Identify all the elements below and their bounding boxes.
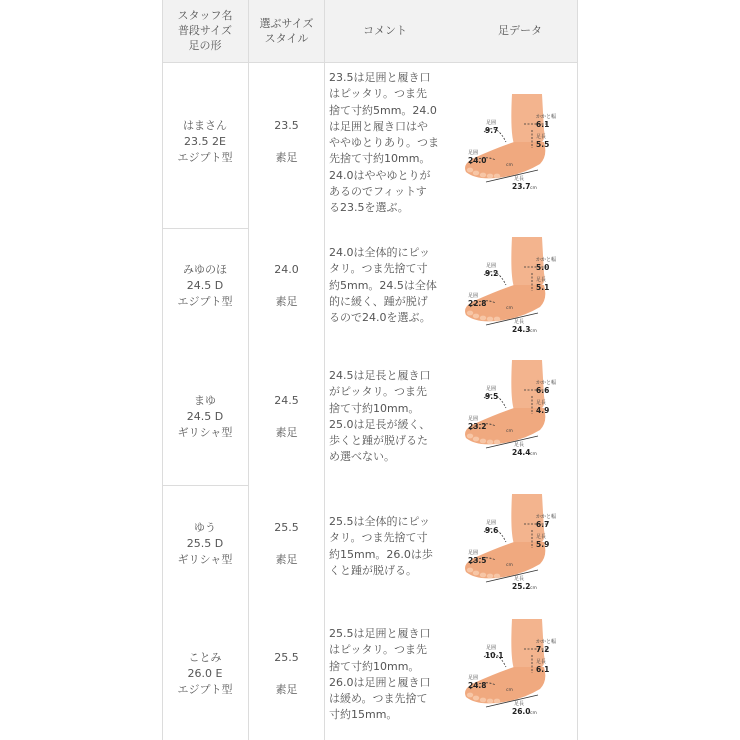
header-style: スタイル	[264, 32, 309, 45]
girth-label: 足囲	[468, 150, 479, 156]
toe-shape	[487, 574, 493, 579]
instep-value: 9.7	[485, 126, 499, 135]
toe-shape	[480, 573, 486, 578]
length-value: 23.7	[512, 182, 531, 191]
girth-unit: cm	[506, 163, 513, 168]
toe-shape	[473, 171, 479, 176]
size-cell: 25.5	[274, 651, 299, 664]
length-label: 足長	[514, 176, 525, 182]
girth-label: 足囲	[468, 293, 479, 299]
girth-value: 24.8	[468, 681, 487, 690]
column-divider	[324, 0, 325, 740]
toe-shape	[494, 440, 500, 445]
staff-cell: はまさん 23.5 2E エジプト型	[177, 119, 233, 164]
heel-label: かかと幅	[536, 514, 557, 520]
row-divider	[162, 62, 578, 63]
toe-shape	[494, 699, 500, 704]
heel-label: かかと幅	[536, 639, 557, 645]
foot-diagram	[456, 235, 576, 335]
staff-cell: ゆう 25.5 D ギリシャ型	[177, 521, 233, 566]
instep-value: 9.5	[485, 392, 499, 401]
foot-diagram	[456, 617, 576, 717]
size-comparison-table	[162, 0, 578, 740]
toe-shape	[494, 174, 500, 179]
header-chosen-size: 選ぶサイズ	[259, 17, 314, 30]
size-cell: 23.5	[274, 119, 299, 132]
header-size	[249, 16, 324, 46]
instep-label: 足囲	[486, 386, 497, 392]
width-value: 5.9	[536, 540, 550, 549]
size-cell: 24.0	[274, 263, 299, 276]
staff-cell: みゆのほ 24.5 D エジプト型	[177, 263, 233, 308]
style-cell: 素足	[275, 553, 298, 566]
length-unit: cm	[530, 329, 537, 334]
toe-shape	[480, 316, 486, 321]
table-border-right	[577, 0, 578, 740]
staff-cell: ことみ 26.0 E エジプト型	[177, 651, 233, 696]
table-border-left	[162, 0, 163, 740]
width-label: 足長	[536, 400, 547, 406]
toe-shape	[467, 693, 473, 698]
style-cell: 素足	[275, 151, 298, 164]
header-staff-name: スタッフ名	[177, 9, 233, 22]
style-cell: 素足	[275, 426, 298, 439]
width-label: 足長	[536, 534, 547, 540]
toe-shape	[487, 174, 493, 179]
heel-label: かかと幅	[536, 380, 557, 386]
heel-value: 5.0	[536, 263, 550, 272]
width-value: 6.1	[536, 665, 550, 674]
comment-cell: 25.5は全体的にピッ タリ。つま先捨て寸 約15mm。26.0は歩 くと踵が脱げる。	[329, 515, 433, 577]
length-value: 24.4	[512, 448, 531, 457]
girth-value: 22.8	[468, 299, 487, 308]
instep-value: 9.6	[485, 526, 499, 535]
length-unit: cm	[530, 586, 537, 591]
instep-label: 足囲	[486, 120, 497, 126]
heel-value: 6.6	[536, 386, 550, 395]
girth-value: 24.0	[468, 156, 487, 165]
header-foot-shape: 足の形	[188, 39, 222, 52]
staff-cell: まゆ 24.5 D ギリシャ型	[177, 394, 233, 439]
foot-illustration	[456, 617, 576, 717]
header-foot-data: 足データ	[498, 24, 542, 37]
width-label: 足長	[536, 277, 547, 283]
toe-shape	[487, 317, 493, 322]
girth-value: 23.2	[468, 422, 487, 431]
length-unit: cm	[530, 452, 537, 457]
foot-illustration	[456, 358, 576, 458]
comment-cell: 25.5は足囲と履き口 はピッタリ。つま先 捨て寸約10mm。 26.0は足囲と履き口 は緩め。つま先捨て 寸約15mm。	[329, 627, 431, 722]
girth-value: 23.5	[468, 556, 487, 565]
heel-label: かかと幅	[536, 257, 557, 263]
toe-shape	[467, 311, 473, 316]
toe-shape	[494, 317, 500, 322]
column-divider	[248, 0, 249, 740]
toe-shape	[480, 698, 486, 703]
instep-label: 足囲	[486, 520, 497, 526]
foot-diagram	[456, 92, 576, 192]
width-value: 5.1	[536, 283, 550, 292]
toe-shape	[467, 568, 473, 573]
foot-diagram	[456, 358, 576, 458]
girth-label: 足囲	[468, 675, 479, 681]
toe-shape	[473, 314, 479, 319]
foot-illustration	[456, 235, 576, 335]
toe-shape	[480, 439, 486, 444]
header-staff	[162, 8, 248, 53]
header-comment: コメント	[363, 24, 407, 37]
heel-label: かかと幅	[536, 114, 557, 120]
toe-shape	[480, 173, 486, 178]
girth-label: 足囲	[468, 550, 479, 556]
length-unit: cm	[530, 711, 537, 716]
length-value: 25.2	[512, 582, 531, 591]
toe-shape	[473, 437, 479, 442]
toe-shape	[473, 696, 479, 701]
toe-shape	[487, 699, 493, 704]
row-divider	[162, 485, 248, 486]
foot-illustration	[456, 492, 576, 592]
toe-shape	[467, 434, 473, 439]
toe-shape	[473, 571, 479, 576]
length-value: 24.3	[512, 325, 531, 334]
width-label: 足長	[536, 659, 547, 665]
instep-label: 足囲	[486, 645, 497, 651]
comment-cell: 24.0は全体的にピッ タリ。つま先捨て寸 約5mm。24.5は全体 的に緩く、踵が脱げ るので24.0を選ぶ。	[329, 246, 437, 325]
foot-diagram	[456, 492, 576, 592]
width-value: 5.5	[536, 140, 550, 149]
length-label: 足長	[514, 442, 525, 448]
instep-label: 足囲	[486, 263, 497, 269]
comment-cell: 24.5は足長と履き口 がピッタリ。つま先 捨て寸約10mm。 25.0は足長が緩く、 歩くと踵が脱げるた め選べない。	[329, 369, 431, 464]
length-label: 足長	[514, 576, 525, 582]
length-label: 足長	[514, 701, 525, 707]
girth-unit: cm	[506, 688, 513, 693]
heel-value: 6.7	[536, 520, 550, 529]
size-cell: 24.5	[274, 394, 299, 407]
header-usual-size: 普段サイズ	[177, 24, 233, 37]
heel-value: 7.2	[536, 645, 550, 654]
instep-value: 10.1	[485, 651, 504, 660]
width-label: 足長	[536, 134, 547, 140]
size-cell: 25.5	[274, 521, 299, 534]
girth-label: 足囲	[468, 416, 479, 422]
length-label: 足長	[514, 319, 525, 325]
toe-shape	[467, 168, 473, 173]
comment-cell: 23.5は足囲と履き口 はピッタリ。つま先 捨て寸約5mm。24.0 は足囲と履き口はや ややゆとりあり。つま 先捨て寸約10mm。 24.0はややゆとりが あるのでフィットす る23.5を選ぶ。	[329, 71, 439, 215]
girth-unit: cm	[506, 429, 513, 434]
girth-unit: cm	[506, 563, 513, 568]
heel-value: 6.1	[536, 120, 550, 129]
style-cell: 素足	[275, 295, 298, 308]
length-unit: cm	[530, 186, 537, 191]
style-cell: 素足	[275, 683, 298, 696]
toe-shape	[494, 574, 500, 579]
girth-unit: cm	[506, 306, 513, 311]
row-divider	[162, 228, 248, 229]
instep-value: 9.2	[485, 269, 499, 278]
toe-shape	[487, 440, 493, 445]
length-value: 26.0	[512, 707, 531, 716]
width-value: 4.9	[536, 406, 550, 415]
foot-illustration	[456, 92, 576, 192]
